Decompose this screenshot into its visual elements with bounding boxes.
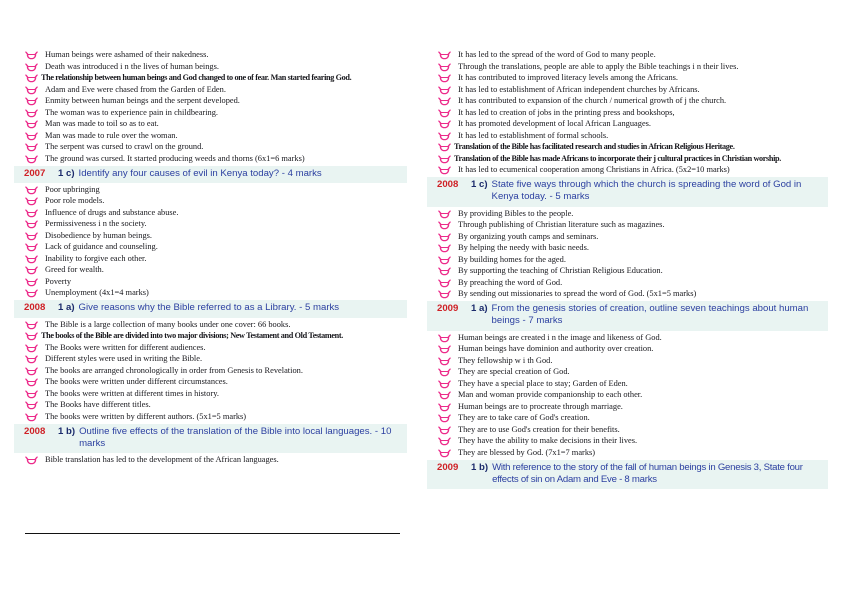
answer-bullet-item xyxy=(437,402,828,412)
answer-bullet-item xyxy=(437,62,828,72)
answer-text: Different styles were used in writing the Bible. xyxy=(45,354,203,364)
answer-text: The Books were written for different audiences. xyxy=(45,342,206,352)
wingding-bow-bullet-icon xyxy=(437,142,452,152)
answer-text: Human beings were ashamed of their nakedness. xyxy=(45,50,209,59)
wingding-bow-bullet-icon xyxy=(437,73,454,83)
wingding-bow-bullet-icon xyxy=(437,85,454,95)
answer-bullet-item xyxy=(24,50,407,60)
wingding-bow-bullet-icon xyxy=(24,219,41,229)
wingding-bow-bullet-icon xyxy=(24,412,41,422)
wingding-bow-bullet-icon xyxy=(24,242,41,252)
question-header xyxy=(427,301,828,331)
wingding-bow-bullet-icon xyxy=(437,108,454,118)
answer-list xyxy=(24,50,407,164)
answer-bullet-item xyxy=(437,344,828,354)
answer-bullet-item xyxy=(437,96,828,106)
wingding-bow-bullet-icon xyxy=(437,243,454,253)
answer-text: It has led to the spread of the word of God to many people. xyxy=(458,50,656,59)
answer-text: They are special creation of God. xyxy=(458,367,570,377)
wingding-bow-bullet-icon xyxy=(24,455,41,465)
wingding-bow-bullet-icon xyxy=(24,96,41,106)
question-header xyxy=(14,166,407,183)
question-number: 1 c) xyxy=(471,179,488,190)
right-column xyxy=(421,50,842,491)
answer-bullet-item xyxy=(24,389,407,399)
answer-text: Greed for wealth. xyxy=(45,265,104,275)
answer-text: Human beings have dominion and authority over creation. xyxy=(458,344,654,354)
wingding-bow-bullet-icon xyxy=(437,425,454,435)
wingding-bow-bullet-icon xyxy=(437,255,454,265)
answer-text: They have the ability to make decisions in their lives. xyxy=(458,436,638,446)
answer-text: They are blessed by God. (7x1=7 marks) xyxy=(458,447,596,457)
answer-text: The books were written under different circumstances. xyxy=(45,377,228,387)
wingding-bow-bullet-icon xyxy=(24,354,41,364)
answer-text: Translation of the Bible has made Africans to incorporate their j cultural practices in Christian worship. xyxy=(454,153,781,163)
answer-text: They have a special place to stay; Garden of Eden. xyxy=(458,378,628,388)
answer-text: Disobedience by human beings. xyxy=(45,230,152,240)
wingding-bow-bullet-icon xyxy=(24,343,41,353)
wingding-bow-bullet-icon xyxy=(437,266,454,276)
answer-bullet-item xyxy=(24,242,407,252)
answer-text: Permissiveness i n the society. xyxy=(45,219,147,229)
question-year: 2008 xyxy=(437,179,459,190)
answer-bullet-item xyxy=(24,412,407,422)
answer-bullet-item xyxy=(437,243,828,253)
question-year: 2007 xyxy=(24,167,46,179)
wingding-bow-bullet-icon xyxy=(24,208,41,218)
answer-bullet-item xyxy=(437,131,828,141)
wingding-bow-bullet-icon xyxy=(437,165,454,175)
answer-bullet-item xyxy=(24,219,407,229)
question-year: 2009 xyxy=(437,461,459,473)
answer-bullet-item xyxy=(437,379,828,389)
answer-bullet-item xyxy=(24,196,407,206)
wingding-bow-bullet-icon xyxy=(437,62,454,72)
answer-text: Poverty xyxy=(45,276,72,286)
answer-bullet-item xyxy=(437,289,828,299)
answer-text: By preaching the word of God. xyxy=(458,277,563,287)
question-number: 1 c) xyxy=(58,167,75,179)
question-text: Identify any four causes of evil in Kenya today? - 4 marks xyxy=(78,167,322,179)
wingding-bow-bullet-icon xyxy=(24,389,41,399)
wingding-bow-bullet-icon xyxy=(437,119,454,129)
wingding-bow-bullet-icon xyxy=(24,131,41,141)
answer-text: They are to take care of God's creation. xyxy=(458,413,590,423)
answer-bullet-item xyxy=(24,288,407,298)
wingding-bow-bullet-icon xyxy=(437,413,454,423)
answer-bullet-item xyxy=(24,96,407,106)
answer-text: It has led to ecumenical cooperation among Christians in Africa. (5x2=10 marks) xyxy=(458,165,730,174)
wingding-bow-bullet-icon xyxy=(437,278,454,288)
wingding-bow-bullet-icon xyxy=(437,367,454,377)
answer-bullet-item xyxy=(24,331,407,341)
answer-list xyxy=(24,185,407,299)
question-year: 2008 xyxy=(24,302,46,314)
two-column-layout xyxy=(0,50,842,491)
answer-text: Man was made to rule over the woman. xyxy=(45,130,178,140)
answer-text: Human beings are created i n the image and likeness of God. xyxy=(458,332,662,342)
answer-bullet-item xyxy=(24,377,407,387)
answer-text: By building homes for the aged. xyxy=(458,254,566,264)
answer-text: Inability to forgive each other. xyxy=(45,253,147,263)
answer-bullet-item xyxy=(437,85,828,95)
answer-text: The books of the Bible are divided into two major divisions; New Testament and Old Testament. xyxy=(41,331,343,341)
wingding-bow-bullet-icon xyxy=(437,232,454,242)
answer-text: Lack of guidance and counseling. xyxy=(45,242,158,252)
answer-list xyxy=(24,320,407,422)
answer-text: It has led to establishment of formal schools. xyxy=(458,130,609,140)
wingding-bow-bullet-icon xyxy=(437,131,454,141)
answer-text: Influence of drugs and substance abuse. xyxy=(45,207,179,217)
wingding-bow-bullet-icon xyxy=(24,265,41,275)
answer-list xyxy=(437,50,828,175)
wingding-bow-bullet-icon xyxy=(437,448,454,458)
answer-text: Through publishing of Christian literature such as magazines. xyxy=(458,220,665,230)
wingding-bow-bullet-icon xyxy=(437,289,454,299)
answer-text: They fellowship w i th God. xyxy=(458,355,553,365)
answer-text: It has promoted development of local African Languages. xyxy=(458,119,652,128)
question-text: State five ways through which the church is spreading the word of God in Kenya today. - 5 marks xyxy=(491,179,802,203)
wingding-bow-bullet-icon xyxy=(24,254,41,264)
answer-bullet-item xyxy=(24,354,407,364)
answer-text: The woman was to experience pain in childbearing. xyxy=(45,107,219,117)
answer-bullet-item xyxy=(24,254,407,264)
wingding-bow-bullet-icon xyxy=(437,96,454,106)
answer-bullet-item xyxy=(437,266,828,276)
answer-bullet-item xyxy=(24,131,407,141)
answer-text: Through the translations, people are able to apply the Bible teachings i n their lives. xyxy=(458,61,739,71)
question-number: 1 a) xyxy=(58,302,75,314)
answer-text: The books were written by different authors. (5x1=5 marks) xyxy=(45,411,247,421)
question-text: From the genesis stories of creation, outline seven teachings about human beings - 7 marks xyxy=(491,303,809,327)
answer-text: It has led to establishment of African independent churches by Africans. xyxy=(458,84,700,94)
answer-text: By helping the needy with basic needs. xyxy=(458,243,589,253)
wingding-bow-bullet-icon xyxy=(437,220,454,230)
wingding-bow-bullet-icon xyxy=(24,320,41,330)
answer-text: The books were written at different times in history. xyxy=(45,388,219,398)
wingding-bow-bullet-icon xyxy=(24,62,41,72)
wingding-bow-bullet-icon xyxy=(24,142,41,152)
answer-bullet-item xyxy=(437,154,828,164)
answer-bullet-item xyxy=(24,85,407,95)
answer-text: Human beings are to procreate through marriage. xyxy=(458,401,623,411)
answer-bullet-item xyxy=(24,455,407,465)
answer-bullet-item xyxy=(437,278,828,288)
answer-text: Enmity between human beings and the serpent developed. xyxy=(45,96,240,105)
answer-text: It has contributed to improved literacy levels among the Africans. xyxy=(458,73,679,82)
question-number: 1 b) xyxy=(471,461,489,473)
wingding-bow-bullet-icon xyxy=(24,231,41,241)
wingding-bow-bullet-icon xyxy=(24,277,41,287)
answer-bullet-item xyxy=(24,154,407,164)
answer-text: The Books have different titles. xyxy=(45,400,151,410)
answer-bullet-item xyxy=(24,62,407,72)
question-header xyxy=(427,460,828,490)
wingding-bow-bullet-icon xyxy=(24,331,39,341)
answer-text: Unemployment (4x1=4 marks) xyxy=(45,288,149,298)
question-header xyxy=(14,424,407,454)
answer-text: The books are arranged chronologically in order from Genesis to Revelation. xyxy=(45,365,303,375)
wingding-bow-bullet-icon xyxy=(437,379,454,389)
question-text: Outline five effects of the translation of the Bible into local languages. - 10 marks xyxy=(79,425,392,449)
answer-text: Death was introduced i n the lives of human beings. xyxy=(45,61,219,71)
answer-bullet-item xyxy=(24,142,407,152)
answer-bullet-item xyxy=(437,108,828,118)
question-text: Give reasons why the Bible referred to as a Library. - 5 marks xyxy=(78,302,340,314)
wingding-bow-bullet-icon xyxy=(437,333,454,343)
answer-text: Man was made to toil so as to eat. xyxy=(45,119,159,128)
question-year: 2008 xyxy=(24,425,46,437)
answer-text: By supporting the teaching of Christian Religious Education. xyxy=(458,266,663,276)
wingding-bow-bullet-icon xyxy=(437,344,454,354)
wingding-bow-bullet-icon xyxy=(24,185,41,195)
answer-text: The relationship between human beings and God changed to one of fear. Man started fearing God. xyxy=(41,73,352,82)
answer-bullet-item xyxy=(437,255,828,265)
left-column xyxy=(0,50,421,467)
answer-bullet-item xyxy=(24,320,407,330)
answer-list xyxy=(437,333,828,458)
wingding-bow-bullet-icon xyxy=(24,196,41,206)
answer-bullet-item xyxy=(437,119,828,129)
question-header xyxy=(14,300,407,317)
answer-bullet-item xyxy=(437,142,828,152)
answer-bullet-item xyxy=(437,367,828,377)
wingding-bow-bullet-icon xyxy=(24,50,41,60)
question-year: 2009 xyxy=(437,303,459,315)
answer-bullet-item xyxy=(437,390,828,400)
answer-text: The serpent was cursed to crawl on the ground. xyxy=(45,142,204,151)
answer-text: Adam and Eve were chased from the Garden of Eden. xyxy=(45,84,226,94)
answer-text: The Bible is a large collection of many books under one cover: 66 books. xyxy=(45,319,291,329)
wingding-bow-bullet-icon xyxy=(24,119,41,129)
answer-bullet-item xyxy=(437,425,828,435)
answer-bullet-item xyxy=(437,50,828,60)
answer-text: It has led to creation of jobs in the printing press and bookshops, xyxy=(458,107,675,117)
answer-text: It has contributed to expansion of the church / numerical growth of j the church. xyxy=(458,96,727,105)
wingding-bow-bullet-icon xyxy=(437,154,452,164)
wingding-bow-bullet-icon xyxy=(24,108,41,118)
answer-bullet-item xyxy=(437,356,828,366)
wingding-bow-bullet-icon xyxy=(437,402,454,412)
answer-text: By providing Bibles to the people. xyxy=(458,208,574,218)
answer-text: Poor role models. xyxy=(45,196,105,206)
answer-text: The ground was cursed. It started producing weeds and thorns (6x1=6 marks) xyxy=(45,153,305,163)
answer-bullet-item xyxy=(24,185,407,195)
answer-bullet-item xyxy=(24,277,407,287)
answer-text: They are to use God's creation for their benefits. xyxy=(458,424,620,434)
answer-text: Bible translation has led to the development of the African languages. xyxy=(45,455,279,465)
question-number: 1 b) xyxy=(58,425,76,437)
answer-bullet-item xyxy=(24,343,407,353)
wingding-bow-bullet-icon xyxy=(437,209,454,219)
answer-bullet-item xyxy=(437,209,828,219)
answer-bullet-item xyxy=(24,231,407,241)
answer-bullet-item xyxy=(24,208,407,218)
answer-text: Man and woman provide companionship to each other. xyxy=(458,390,643,400)
answer-text: By organizing youth camps and seminars. xyxy=(458,231,599,241)
answer-bullet-item xyxy=(24,265,407,275)
wingding-bow-bullet-icon xyxy=(24,366,41,376)
answer-bullet-item xyxy=(24,73,407,83)
wingding-bow-bullet-icon xyxy=(24,73,39,83)
answer-bullet-item xyxy=(437,333,828,343)
question-number: 1 a) xyxy=(471,303,488,315)
answer-bullet-item xyxy=(437,448,828,458)
answer-text: Translation of the Bible has facilitated research and studies in African Religious Heritage. xyxy=(454,142,735,151)
answer-bullet-item xyxy=(437,413,828,423)
wingding-bow-bullet-icon xyxy=(437,436,454,446)
answer-bullet-item xyxy=(437,232,828,242)
answer-bullet-item xyxy=(437,165,828,175)
answer-bullet-item xyxy=(437,436,828,446)
wingding-bow-bullet-icon xyxy=(24,154,41,164)
answer-bullet-item xyxy=(437,220,828,230)
answer-list xyxy=(24,455,407,465)
answer-bullet-item xyxy=(437,73,828,83)
wingding-bow-bullet-icon xyxy=(24,288,41,298)
answer-text: Poor upbringing xyxy=(45,184,100,194)
answer-bullet-item xyxy=(24,108,407,118)
wingding-bow-bullet-icon xyxy=(437,356,454,366)
answer-text: By sending out missionaries to spread the word of God. (5x1=5 marks) xyxy=(458,289,697,299)
wingding-bow-bullet-icon xyxy=(437,50,454,60)
horizontal-divider-rule xyxy=(25,533,400,534)
answer-bullet-item xyxy=(24,400,407,410)
wingding-bow-bullet-icon xyxy=(24,85,41,95)
answer-bullet-item xyxy=(24,366,407,376)
answer-bullet-item xyxy=(24,119,407,129)
wingding-bow-bullet-icon xyxy=(24,377,41,387)
question-header xyxy=(427,177,828,207)
wingding-bow-bullet-icon xyxy=(437,390,454,400)
wingding-bow-bullet-icon xyxy=(24,400,41,410)
question-text: With reference to the story of the fall of human beings in Genesis 3, State four effects of sin on Adam and Eve - 8 marks xyxy=(492,461,803,485)
answer-list xyxy=(437,209,828,300)
